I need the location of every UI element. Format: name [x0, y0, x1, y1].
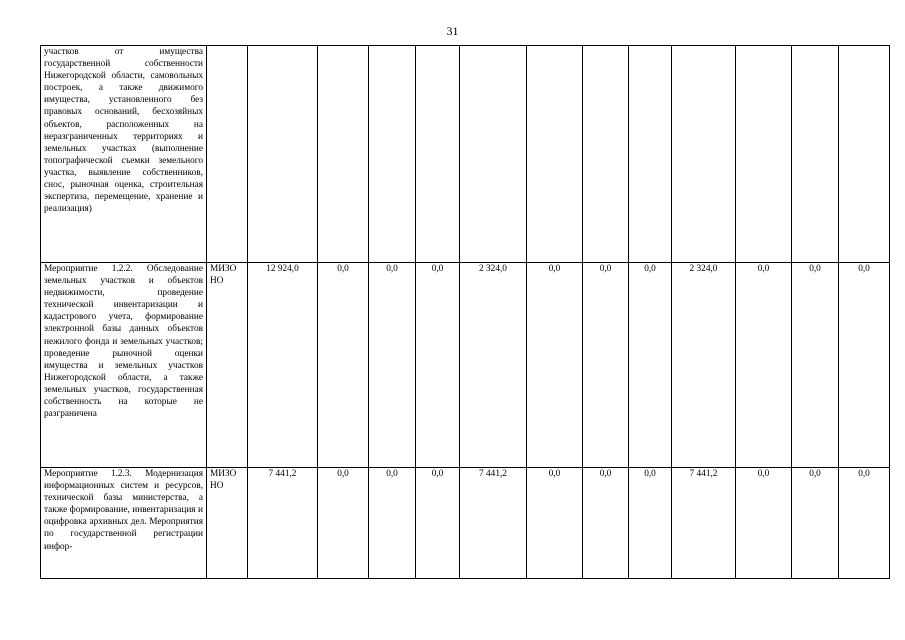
value-cell: 0,0	[583, 468, 629, 579]
value-cell: 0,0	[736, 468, 792, 579]
value-cell: 7 441,2	[460, 468, 527, 579]
value-cell	[318, 46, 369, 263]
executor-cell: МИЗО НО	[207, 468, 248, 579]
executor-cell: МИЗО НО	[207, 263, 248, 468]
value-cell: 0,0	[839, 468, 890, 579]
value-cell: 0,0	[629, 468, 672, 579]
value-cell	[369, 46, 416, 263]
page-number: 31	[446, 24, 459, 38]
measure-description: участков от имущества государственной собственности Нижегородской области, самовольных построек, а также движимого имущества, установленного без правовых оснований, бесхозяйных объектов, расположенных на неразграниченных территориях и земельных участках (выполнение топографической съемки земельного участка, выявление собственников, снос, рыночная оценка, строительная экспертиза, перемещение, хранение и реализация)	[41, 46, 207, 263]
table-row	[41, 46, 890, 263]
value-cell: 0,0	[792, 468, 839, 579]
value-cell	[416, 46, 460, 263]
value-cell	[792, 46, 839, 263]
value-cell	[460, 46, 527, 263]
value-cell: 2 324,0	[672, 263, 736, 468]
value-cell: 7 441,2	[672, 468, 736, 579]
executor-cell	[207, 46, 248, 263]
value-cell	[527, 46, 583, 263]
value-cell: 0,0	[629, 263, 672, 468]
value-cell: 0,0	[416, 468, 460, 579]
value-cell	[629, 46, 672, 263]
value-cell: 0,0	[839, 263, 890, 468]
value-cell: 7 441,2	[248, 468, 318, 579]
value-cell: 0,0	[583, 263, 629, 468]
value-cell	[583, 46, 629, 263]
value-cell	[839, 46, 890, 263]
value-cell: 0,0	[416, 263, 460, 468]
value-cell	[736, 46, 792, 263]
value-cell: 0,0	[736, 263, 792, 468]
value-cell	[248, 46, 318, 263]
table-row	[41, 468, 890, 579]
budget-table	[40, 45, 890, 579]
value-cell: 0,0	[369, 263, 416, 468]
value-cell: 0,0	[527, 468, 583, 579]
value-cell: 0,0	[527, 263, 583, 468]
measure-description: Мероприятие 1.2.3. Модернизация информационных систем и ресурсов, технической базы министерства, а также формирование, инвентаризация и оцифровка архивных дел. Мероприятия по государственной регистрации инфор-	[41, 468, 207, 579]
table-row	[41, 263, 890, 468]
value-cell: 0,0	[792, 263, 839, 468]
value-cell: 0,0	[369, 468, 416, 579]
value-cell	[672, 46, 736, 263]
value-cell: 2 324,0	[460, 263, 527, 468]
value-cell: 12 924,0	[248, 263, 318, 468]
value-cell: 0,0	[318, 468, 369, 579]
value-cell: 0,0	[318, 263, 369, 468]
measure-description: Мероприятие 1.2.2. Обследование земельных участков и объектов недвижимости, проведение технической инвентаризации и кадастрового учета, формирование электронной базы данных объектов нежилого фонда и земельных участков; проведение рыночной оценки имущества и земельных участков Нижегородской области, а также земельных участков, государственная собственность на которые не разграничена	[41, 263, 207, 468]
